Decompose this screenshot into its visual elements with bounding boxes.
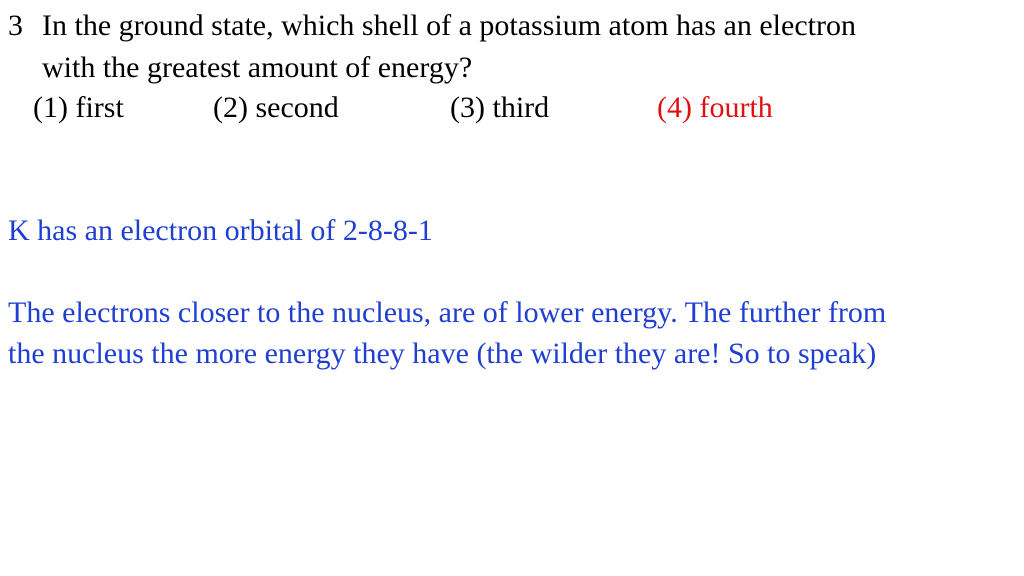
explanation-text-line-1: The electrons closer to the nucleus, are of lower energy. The further from xyxy=(8,296,887,329)
answer-choice-1: (1) first xyxy=(33,91,124,124)
answer-choice-2: (2) second xyxy=(213,91,339,124)
answer-choice-3: (3) third xyxy=(450,91,550,124)
question-line-1 xyxy=(8,11,856,41)
question-text-line-2: with the greatest amount of energy? xyxy=(42,51,473,84)
answer-choice-4-correct: (4) fourth xyxy=(657,91,773,124)
question-text-line-1: In the ground state, which shell of a potassium atom has an electron xyxy=(42,9,856,42)
explanation-electron-configuration: K has an electron orbital of 2-8-8-1 xyxy=(8,214,433,247)
question-number: 3 xyxy=(8,9,23,42)
explanation-text-line-2: the nucleus the more energy they have (the wilder they are! So to speak) xyxy=(8,337,877,370)
